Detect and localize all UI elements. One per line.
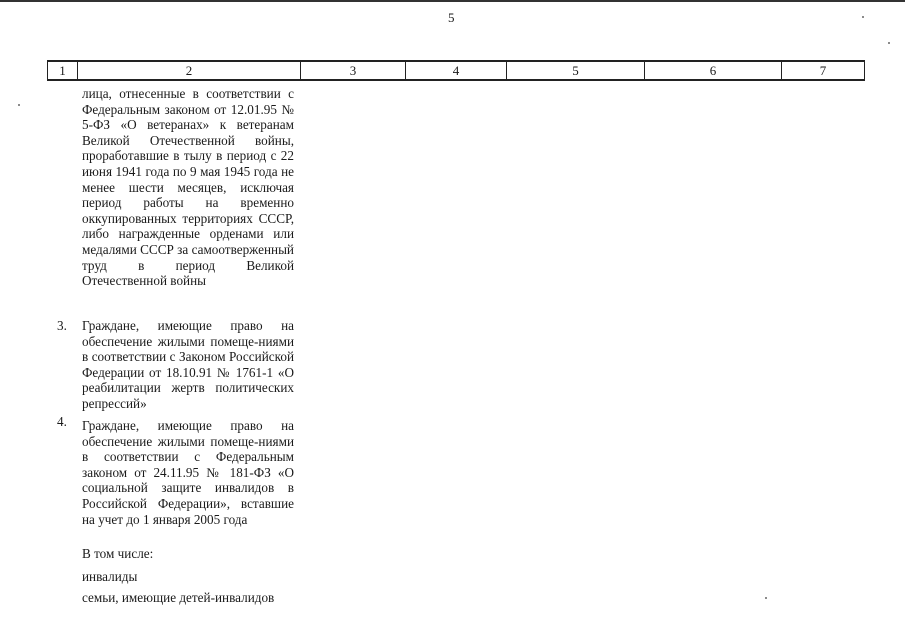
scan-speck xyxy=(888,42,890,44)
column-header-table xyxy=(47,60,865,81)
sub-item-families: семьи, имеющие детей-инвалидов xyxy=(82,590,275,605)
including-label: В том числе: xyxy=(82,546,154,561)
continued-text: лица, отнесенные в соответствии с Федеральным законом от 12.01.95 № 5-ФЗ «О ветеранах» к ветеранам Великой Отечественной войны, проработавшие в тылу в период с 22 июня 1941 года по 9 мая 1945 года не менее шести месяцев, исключая период работы на временно оккупированных территориях СССР, либо награжденные орденами или медалями СССР за самоотверженный труд в период Великой Отечественной войны xyxy=(82,86,294,289)
column-header-3: 3 xyxy=(301,61,406,80)
sub-item-disabled: инвалиды xyxy=(82,569,138,584)
scan-speck xyxy=(765,597,767,599)
scan-speck xyxy=(862,16,864,18)
column-header-1: 1 xyxy=(48,61,78,80)
item-number-3: 3. xyxy=(57,318,67,333)
column-header-4: 4 xyxy=(406,61,507,80)
column-header-5: 5 xyxy=(507,61,645,80)
item-text-3: Граждане, имеющие право на обеспечение жилыми помеще-ниями в соответствии с Законом Российской Федерации от 18.10.91 № 1761-1 «О реабилитации жертв политических репрессий» xyxy=(82,318,294,411)
column-header-6: 6 xyxy=(645,61,782,80)
scan-speck xyxy=(18,104,20,106)
item-number-4: 4. xyxy=(57,414,67,429)
page-top-border xyxy=(0,0,905,2)
page-number: 5 xyxy=(448,10,455,25)
column-header-7: 7 xyxy=(782,61,865,80)
item-text-4: Граждане, имеющие право на обеспечение жилыми помеще-ниями в соответствии с Федеральным законом от 24.11.95 № 181-ФЗ «О социальной защите инвалидов в Российской Федерации», вставшие на учет до 1 января 2005 года xyxy=(82,418,294,527)
column-header-2: 2 xyxy=(78,61,301,80)
